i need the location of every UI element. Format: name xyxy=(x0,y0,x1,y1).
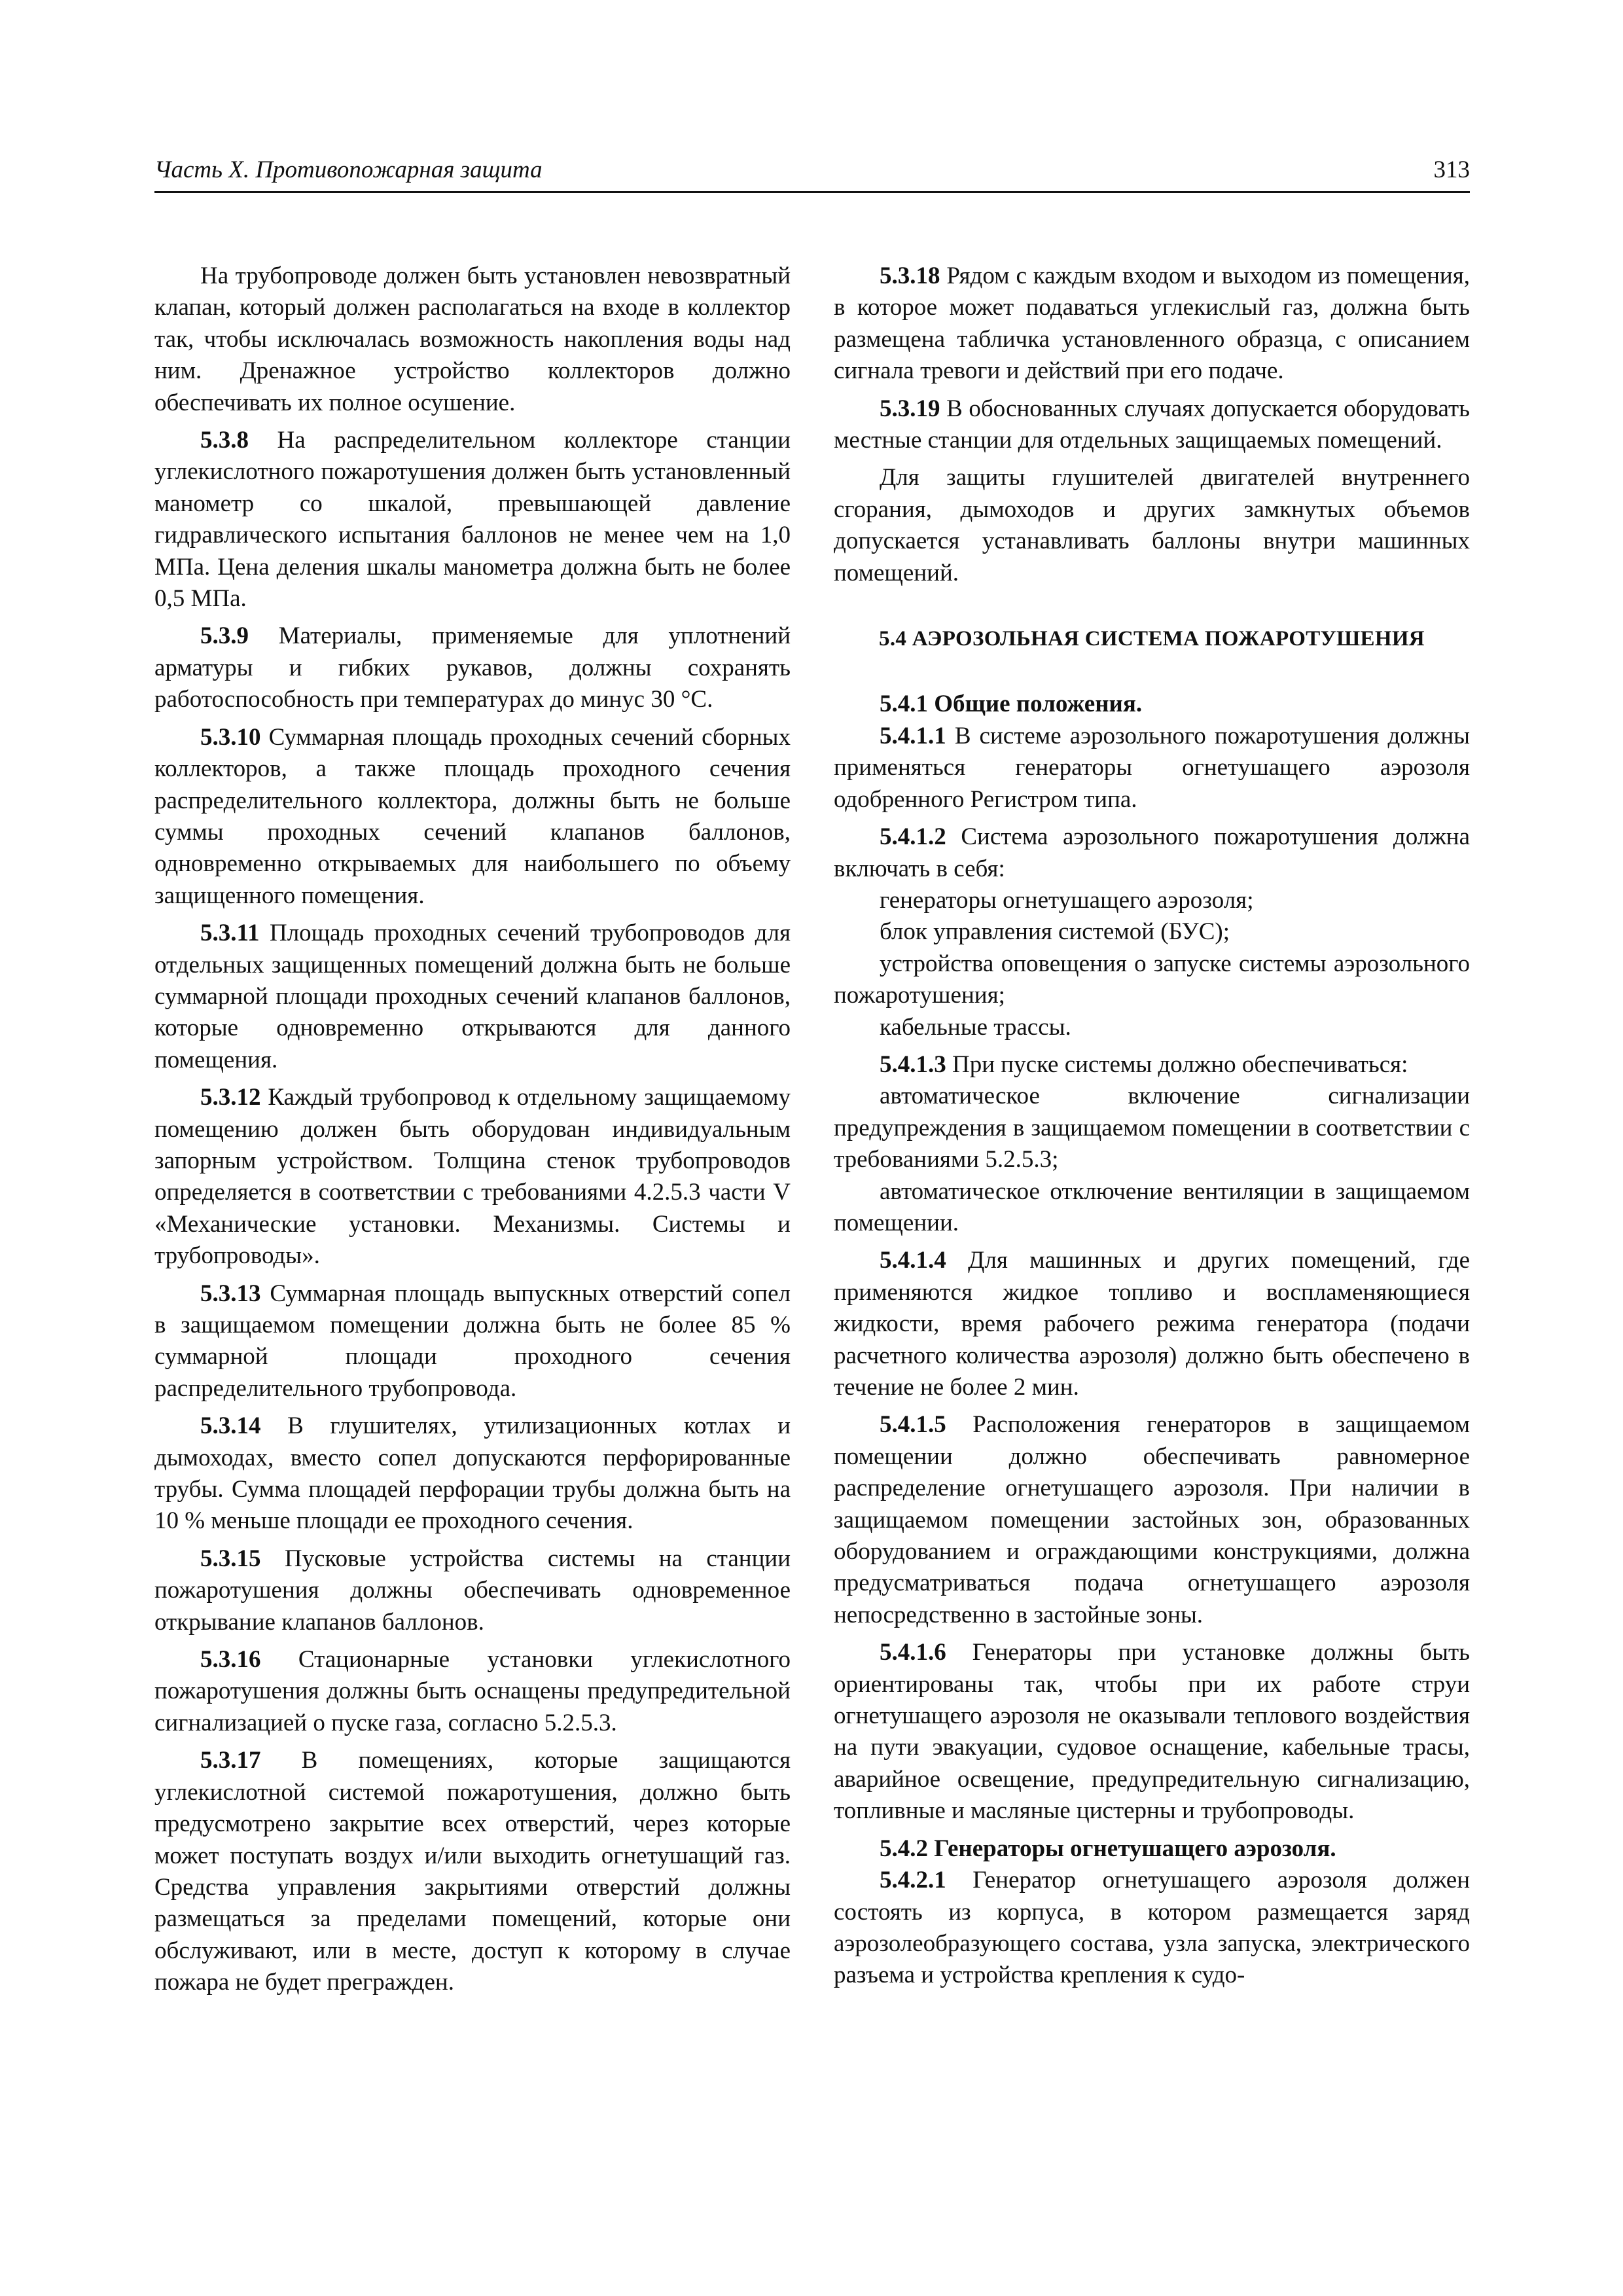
subsection-title: 5.4.2 Генераторы огнетушащего аэрозоля. xyxy=(880,1835,1336,1862)
paragraph-text: В помещениях, которые защищаются углекислотной системой пожаротушения, должно быть предусмотрено закрытие всех отверстий, через которые может поступать воздух и/или выходить огнетушащий газ. Средства управления закрытиями отверстий должны размещаться за пределами помещений, которые они обслуживают, или в месте, доступ к которому в случае пожара не будет прегражден. xyxy=(154,1747,791,1996)
paragraph-text: Пусковые устройства системы на станции пожаротушения должны обеспечивать одновременное открывание клапанов баллонов. xyxy=(154,1545,791,1636)
paragraph-text: В системе аэрозольного пожаротушения должны применяться генераторы огнетушащего аэрозоля одобренного Регистром типа. xyxy=(834,722,1471,813)
paragraph-5-3-15 xyxy=(154,1543,791,1638)
running-title: Часть X. Противопожарная защита xyxy=(154,156,543,183)
clause-number: 5.3.8 xyxy=(200,427,249,454)
paragraph-text: При пуске системы должно обеспечиваться: xyxy=(952,1050,1408,1078)
paragraph-text: В глушителях, утилизационных котлах и дымоходах, вместо сопел допускаются перфорированные трубы. Сумма площадей перфорации трубы должна быть на 10 % меньше площади ее проходного сечения. xyxy=(154,1412,791,1535)
paragraph-5-3-14 xyxy=(154,1410,791,1537)
paragraph-text: Суммарная площадь проходных сечений сборных коллекторов, а также площадь проходного сечения распределительного коллектора, должны быть не больше суммы проходных сечений клапанов баллонов, одновременно открываемых для наибольшего по объему защищенного помещения. xyxy=(154,723,791,909)
paragraph-text: Для машинных и других помещений, где применяются жидкое топливо и воспламеняющиеся жидкости, время рабочего режима генератора (подачи расчетного количества аэрозоля) должно быть обеспечено в течение не более 2 мин. xyxy=(834,1247,1470,1401)
clause-number: 5.4.1.2 xyxy=(880,823,946,851)
paragraph-5-3-19 xyxy=(834,393,1470,457)
paragraph-5-3-8 xyxy=(154,425,791,615)
clause-number: 5.4.1.5 xyxy=(880,1411,946,1439)
paragraph-5-4-1-6 xyxy=(834,1637,1470,1827)
paragraph-5-4-1-5 xyxy=(834,1409,1470,1631)
subsection-heading xyxy=(834,689,1470,720)
clause-number: 5.4.1.4 xyxy=(880,1247,946,1274)
paragraph-5-3-17 xyxy=(154,1745,791,1998)
clause-number: 5.3.10 xyxy=(200,723,261,751)
paragraph-5-3-16 xyxy=(154,1644,791,1739)
paragraph-text: Генератор огнетушащего аэрозоля должен состоять из корпуса, в котором размещается заряд аэрозолеобразующего состава, узла запуска, электрического разъема и устройства крепления к судо- xyxy=(834,1867,1470,1989)
paragraph-5-4-1-1 xyxy=(834,721,1470,816)
paragraph-5-4-2-1 xyxy=(834,1865,1470,1992)
clause-number: 5.4.1.3 xyxy=(880,1050,946,1078)
paragraph-5-4-1-3 xyxy=(834,1049,1470,1081)
clause-number: 5.4.2.1 xyxy=(880,1867,946,1894)
paragraph-text: Генераторы при установке должны быть ориентированы так, чтобы при их работе струи огнетушащего аэрозоля не оказывали теплового воздействия на пути эвакуации, судовое оснащение, кабельные трасы, аварийное освещение, предупредительную сигнализацию, топливные и масляные цистерны и трубопроводы. xyxy=(834,1639,1471,1825)
paragraph-text: Площадь проходных сечений трубопроводов для отдельных защищенных помещений должна быть не больше суммарной площади проходных сечений клапанов баллонов, которые одновременно открываются для данного помещения. xyxy=(154,920,791,1073)
paragraph-5-3-12 xyxy=(154,1082,791,1272)
paragraph-5-3-18 xyxy=(834,260,1470,387)
paragraph-text: На распределительном коллекторе станции углекислотного пожаротушения должен быть установленный манометр со шкалой, превышающей давление гидравлического испытания баллонов не менее чем на 1,0 МПа. Цена деления шкалы манометра должна быть не более 0,5 МПа. xyxy=(154,427,791,613)
page-header xyxy=(154,152,1470,193)
section-heading: 5.4 АЭРОЗОЛЬНАЯ СИСТЕМА ПОЖАРОТУШЕНИЯ xyxy=(879,627,1425,651)
paragraph-text: Стационарные установки углекислотного пожаротушения должны быть оснащены предупредительной сигнализацией о пуске газа, согласно 5.2.5.3. xyxy=(154,1646,791,1736)
paragraph-text: Рядом с каждым входом и выходом из помещения, в которое может подаваться углекислый газ, должна быть размещена табличка установленного образца, с описанием сигнала тревоги и действий при его подаче. xyxy=(834,262,1470,385)
clause-number: 5.4.1.1 xyxy=(880,722,946,749)
list-item: генераторы огнетушащего аэрозоля; xyxy=(880,886,1254,914)
paragraph-text: Расположения генераторов в защищаемом помещении должно обеспечивать равномерное распределение огнетушащего аэрозоля. При наличии в защищаемом помещении застойных зон, образованных оборудованием и ограждающими конструкциями, должна предусматриваться подача огнетушащего аэрозоля непосредственно в застойные зоны. xyxy=(834,1411,1471,1628)
paragraph-text: В обоснованных случаях допускается оборудовать местные станции для отдельных защищаемых помещений. xyxy=(834,395,1470,454)
clause-number: 5.3.9 xyxy=(200,622,249,650)
clause-number: 5.4.1.6 xyxy=(880,1639,946,1666)
paragraph-5-4-1-2 xyxy=(834,821,1470,885)
clause-number: 5.3.13 xyxy=(200,1280,261,1307)
clause-number: 5.3.18 xyxy=(880,262,940,289)
paragraph-5-3-9 xyxy=(154,620,791,715)
clause-number: 5.3.15 xyxy=(200,1545,261,1572)
list-item: автоматическое отключение вентиляции в защищаемом помещении. xyxy=(834,1177,1470,1236)
paragraph-5-3-10 xyxy=(154,722,791,912)
paragraph-5-3-11 xyxy=(154,918,791,1076)
clause-number: 5.3.11 xyxy=(200,920,260,947)
paragraph-text: Суммарная площадь выпускных отверстий сопел в защищаемом помещении должна быть не более 85 % суммарной площади проходного сечения распределительного трубопровода. xyxy=(154,1280,791,1402)
paragraph-5-3-13 xyxy=(154,1278,791,1405)
list-item: блок управления системой (БУС); xyxy=(880,918,1230,946)
paragraph-text: На трубопроводе должен быть установлен невозвратный клапан, который должен располагаться на входе в коллектор так, чтобы исключалась возможность накопления воды над ним. Дренажное устройство коллекторов должно обеспечивать их полное осушение. xyxy=(154,262,791,416)
left-column xyxy=(154,260,791,2005)
clause-number: 5.3.19 xyxy=(880,395,940,422)
page-number: 313 xyxy=(1433,156,1470,183)
paragraph-5-4-1-4 xyxy=(834,1245,1470,1403)
subsection-title: 5.4.1 Общие положения. xyxy=(880,691,1143,718)
list-item: устройства оповещения о запуске системы аэрозольного пожаротушения; xyxy=(834,950,1470,1009)
paragraph-text: Система аэрозольного пожаротушения должна включать в себя: xyxy=(834,823,1470,882)
paragraph-text: Для защиты глушителей двигателей внутреннего сгорания, дымоходов и других замкнутых объемов допускается устанавливать баллоны внутри машинных помещений. xyxy=(834,464,1470,586)
right-column xyxy=(834,260,1470,1998)
subsection-heading xyxy=(834,1833,1470,1865)
paragraph-text: Материалы, применяемые для уплотнений арматуры и гибких рукавов, должны сохранять работоспособность при температурах до минус 30 °С. xyxy=(154,622,791,713)
clause-number: 5.3.12 xyxy=(200,1084,261,1111)
clause-number: 5.3.16 xyxy=(200,1646,261,1674)
clause-number: 5.3.14 xyxy=(200,1412,261,1440)
list-item: кабельные трассы. xyxy=(880,1013,1071,1041)
paragraph xyxy=(834,462,1470,589)
list-item: автоматическое включение сигнализации предупреждения в защищаемом помещении в соответствии с требованиями 5.2.5.3; xyxy=(834,1083,1470,1174)
clause-number: 5.3.17 xyxy=(200,1747,261,1774)
paragraph xyxy=(154,260,791,419)
paragraph-text: Каждый трубопровод к отдельному защищаемому помещению должен быть оборудован индивидуальным запорным устройством. Толщина стенок трубопроводов определяется в соответствии с требованиями 4.2.5.3 части V «Механические установки. Механизмы. Системы и трубопроводы». xyxy=(154,1084,791,1270)
